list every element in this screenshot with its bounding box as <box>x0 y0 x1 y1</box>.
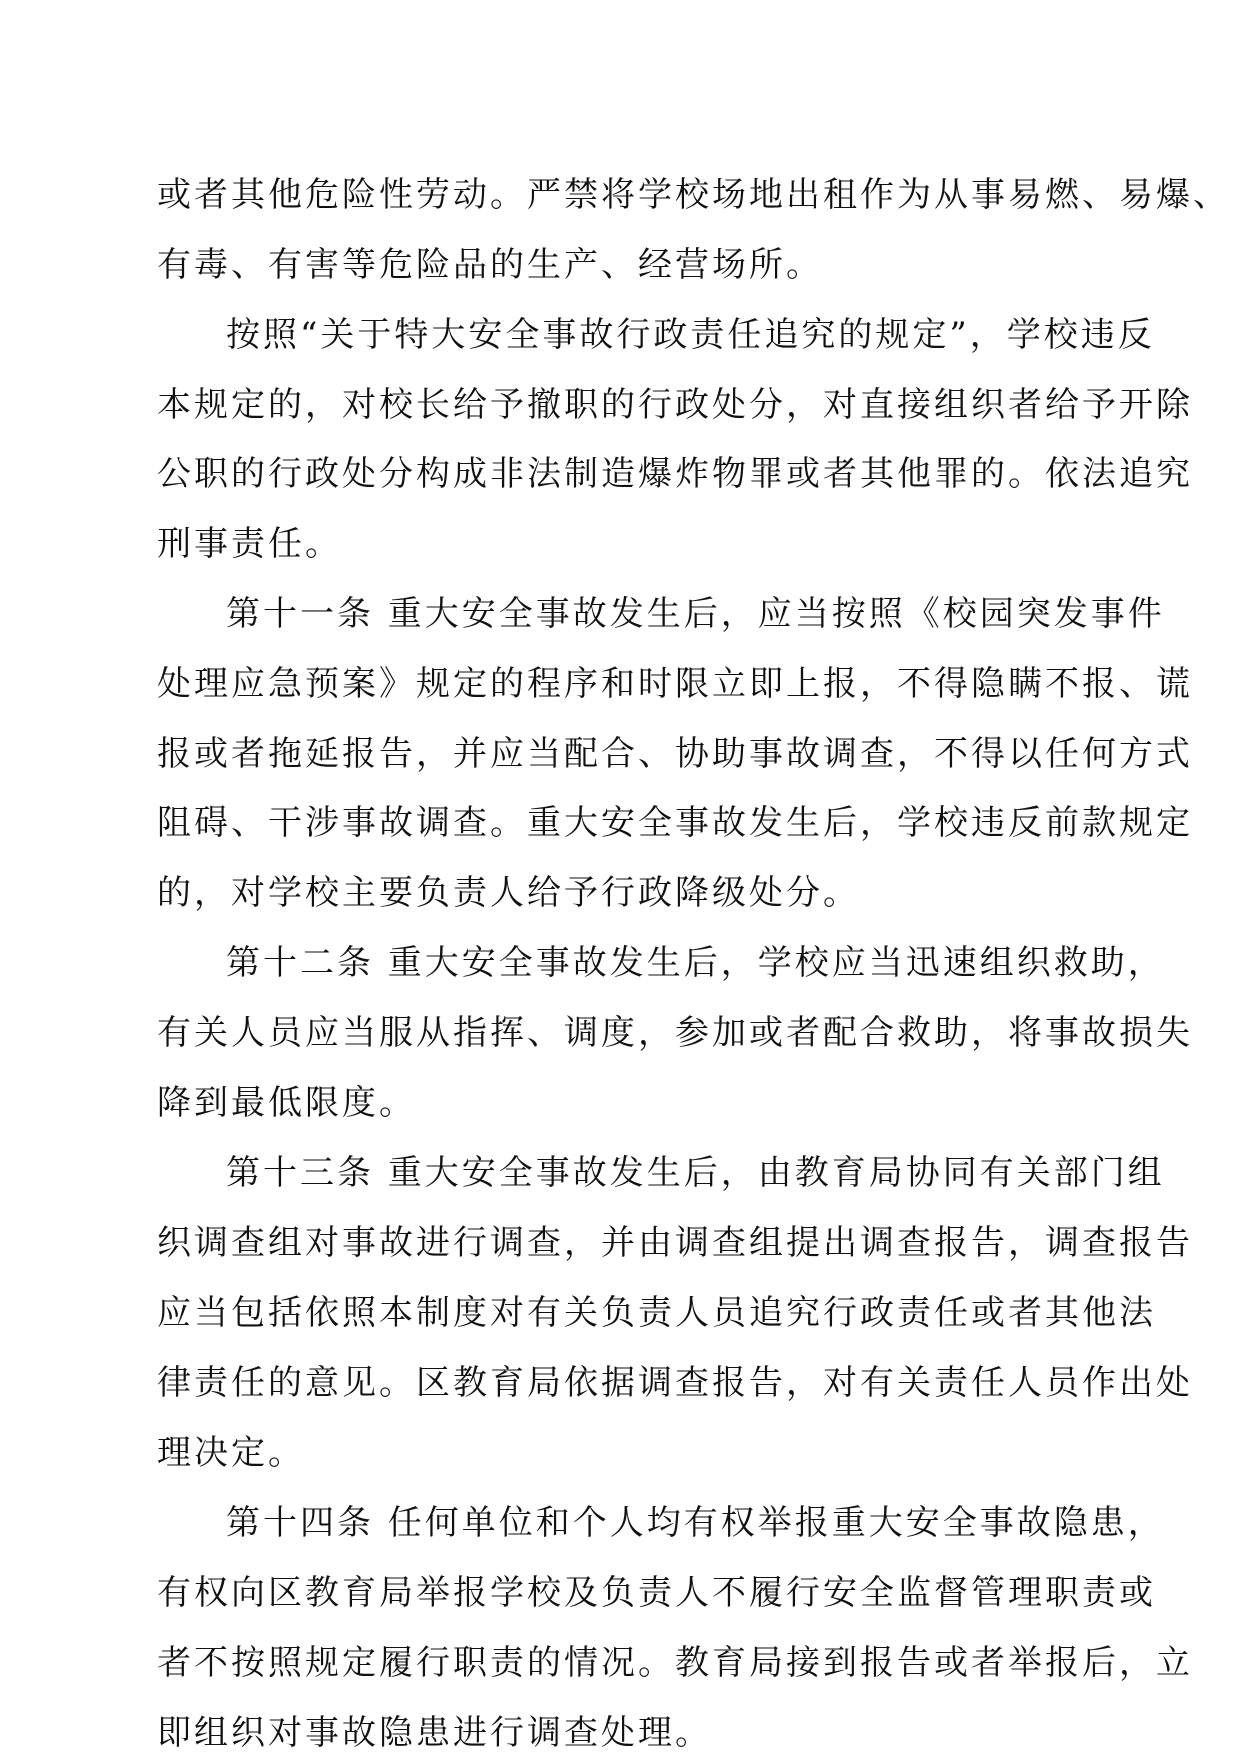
text-line: 本规定的，对校长给予撤职的行政处分，对直接组织者给予开除 <box>157 385 1193 425</box>
text-line: 第十三条 重大安全事故发生后，由教育局协同有关部门组 <box>226 1153 1165 1193</box>
text-line: 的，对学校主要负责人给予行政降级处分。 <box>157 873 860 913</box>
text-line: 处理应急预案》规定的程序和时限立即上报，不得隐瞒不报、谎 <box>157 664 1193 704</box>
text-line: 有毒、有害等危险品的生产、经营场所。 <box>157 245 823 285</box>
text-line: 刑事责任。 <box>157 524 342 564</box>
text-line: 或者其他危险性劳动。严禁将学校场地出租作为从事易燃、易爆、 <box>157 175 1230 215</box>
text-line: 第十一条 重大安全事故发生后，应当按照《校园突发事件 <box>226 594 1165 634</box>
text-line: 有关人员应当服从指挥、调度，参加或者配合救助，将事故损失 <box>157 1013 1193 1053</box>
text-line: 降到最低限度。 <box>157 1083 416 1123</box>
text-line: 者不按照规定履行职责的情况。教育局接到报告或者举报后，立 <box>157 1643 1193 1683</box>
text-line: 织调查组对事故进行调查，并由调查组提出调查报告，调查报告 <box>157 1223 1193 1263</box>
text-line: 报或者拖延报告，并应当配合、协助事故调查，不得以任何方式 <box>157 734 1193 774</box>
text-line: 有权向区教育局举报学校及负责人不履行安全监督管理职责或 <box>157 1573 1156 1613</box>
text-line: 即组织对事故隐患进行调查处理。 <box>157 1713 712 1753</box>
text-line: 公职的行政处分构成非法制造爆炸物罪或者其他罪的。依法追究 <box>157 454 1193 494</box>
text-line: 阻碍、干涉事故调查。重大安全事故发生后，学校违反前款规定 <box>157 803 1193 843</box>
text-line: 律责任的意见。区教育局依据调查报告，对有关责任人员作出处 <box>157 1363 1193 1403</box>
text-line: 应当包括依照本制度对有关负责人员追究行政责任或者其他法 <box>157 1293 1156 1333</box>
text-line: 按照“关于特大安全事故行政责任追究的规定”，学校违反 <box>226 315 1155 355</box>
text-line: 理决定。 <box>157 1433 305 1473</box>
text-line: 第十二条 重大安全事故发生后，学校应当迅速组织救助， <box>226 943 1165 983</box>
text-line: 第十四条 任何单位和个人均有权举报重大安全事故隐患， <box>226 1503 1165 1543</box>
